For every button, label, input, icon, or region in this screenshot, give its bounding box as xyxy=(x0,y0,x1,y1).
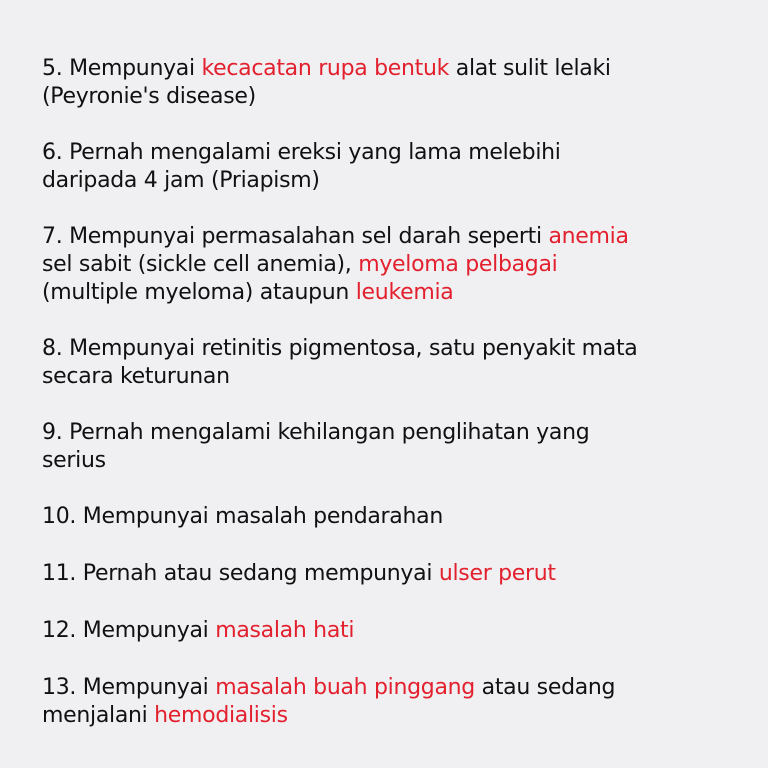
item-text: 7. Mempunyai permasalahan sel darah seperti xyxy=(42,224,549,249)
list-item xyxy=(42,419,738,475)
item-text: secara keturunan xyxy=(42,364,230,389)
highlighted-text: leukemia xyxy=(355,280,454,305)
list-item xyxy=(42,335,738,391)
highlighted-text: masalah hati xyxy=(215,618,355,643)
highlighted-text: hemodialisis xyxy=(154,703,288,728)
condition-list xyxy=(42,55,738,730)
highlighted-text: masalah buah pinggang xyxy=(215,675,475,700)
highlighted-text: myeloma pelbagai xyxy=(358,252,558,277)
item-text: 5. Mempunyai xyxy=(42,56,202,81)
item-text: daripada 4 jam (Priapism) xyxy=(42,168,320,193)
item-text: menjalani xyxy=(42,703,155,728)
item-text: 12. Mempunyai xyxy=(42,618,216,643)
highlighted-text: anemia xyxy=(548,224,629,249)
item-text: 10. Mempunyai masalah pendarahan xyxy=(42,504,443,529)
item-text: 11. Pernah atau sedang mempunyai xyxy=(42,561,439,586)
item-text: atau sedang xyxy=(474,675,616,700)
item-text: 9. Pernah mengalami kehilangan penglihatan yang xyxy=(42,420,590,445)
item-text: (multiple myeloma) ataupun xyxy=(42,280,356,305)
list-item xyxy=(42,674,738,730)
list-item xyxy=(42,55,738,111)
highlighted-text: kecacatan rupa bentuk xyxy=(201,56,450,81)
item-text: 13. Mempunyai xyxy=(42,675,216,700)
item-text: 8. Mempunyai retinitis pigmentosa, satu penyakit mata xyxy=(42,336,638,361)
item-text: serius xyxy=(42,448,106,473)
item-text: sel sabit (sickle cell anemia), xyxy=(42,252,359,277)
list-item xyxy=(42,503,738,531)
list-item xyxy=(42,560,738,588)
item-text: alat sulit lelaki xyxy=(449,56,611,81)
list-item xyxy=(42,617,738,645)
list-item xyxy=(42,139,738,195)
highlighted-text: ulser perut xyxy=(438,561,556,586)
item-text: (Peyronie's disease) xyxy=(42,84,256,109)
item-text: 6. Pernah mengalami ereksi yang lama melebihi xyxy=(42,140,561,165)
list-item xyxy=(42,223,738,307)
